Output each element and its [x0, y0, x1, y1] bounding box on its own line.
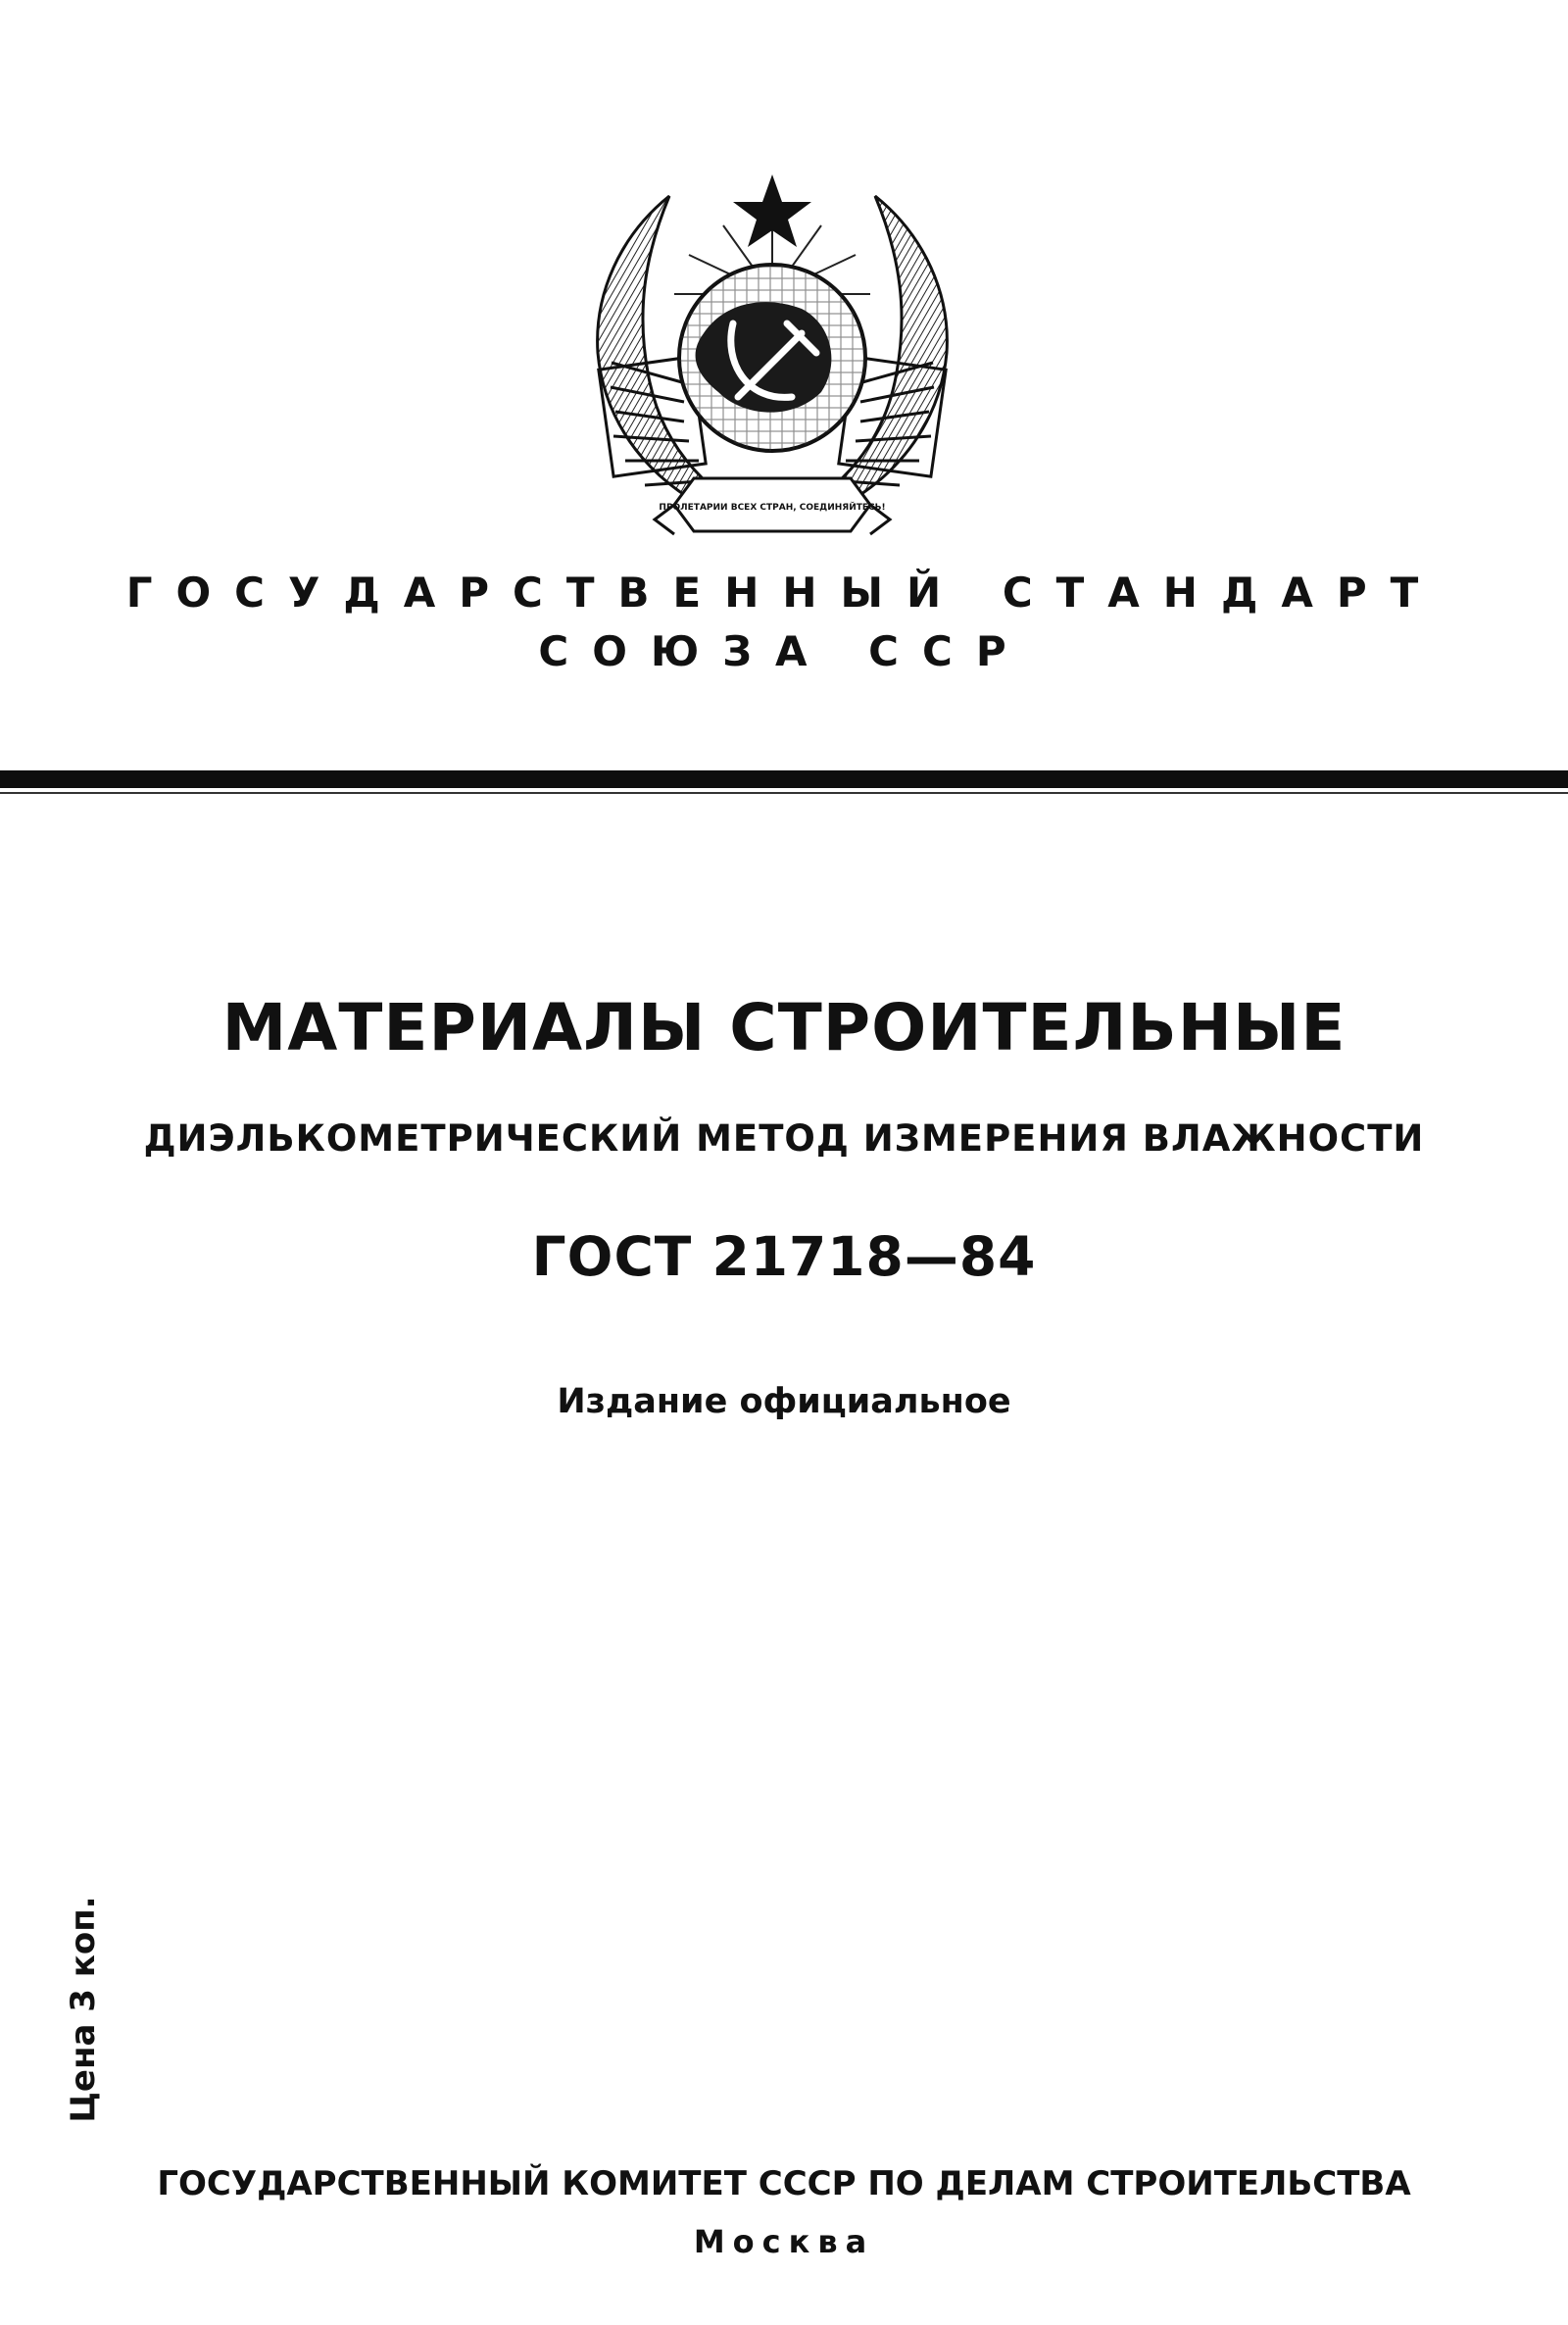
emblem-ribbon-text: ПРОЛЕТАРИИ ВСЕХ СТРАН, СОЕДИНЯЙТЕСЬ! [659, 503, 886, 513]
divider-band [0, 770, 1568, 788]
standard-header-line-2: СОЮЗА ССР [538, 627, 1030, 675]
publisher-name: ГОСУДАРСТВЕННЫЙ КОМИТЕТ СССР ПО ДЕЛАМ СТРОИТЕЛЬСТВА [157, 2164, 1411, 2203]
globe-icon [679, 265, 865, 451]
document-number: ГОСТ 21718—84 [531, 1225, 1037, 1288]
ribbon-icon [655, 478, 890, 534]
divider-thin [0, 792, 1568, 794]
standard-header-line-1: ГОСУДАРСТВЕННЫЙ СТАНДАРТ [125, 569, 1443, 617]
edition-label: Издание официальное [557, 1382, 1011, 1421]
price-label: Цена 3 коп. [64, 1896, 103, 2123]
document-subtitle: ДИЭЛЬКОМЕТРИЧЕСКИЙ МЕТОД ИЗМЕРЕНИЯ ВЛАЖНОСТИ [143, 1117, 1425, 1160]
price-label-container [39, 1892, 127, 2127]
document-title: МАТЕРИАЛЫ СТРОИТЕЛЬНЫЕ [221, 990, 1347, 1065]
ussr-state-emblem-icon [576, 167, 968, 549]
publication-city: Москва [693, 2223, 875, 2260]
